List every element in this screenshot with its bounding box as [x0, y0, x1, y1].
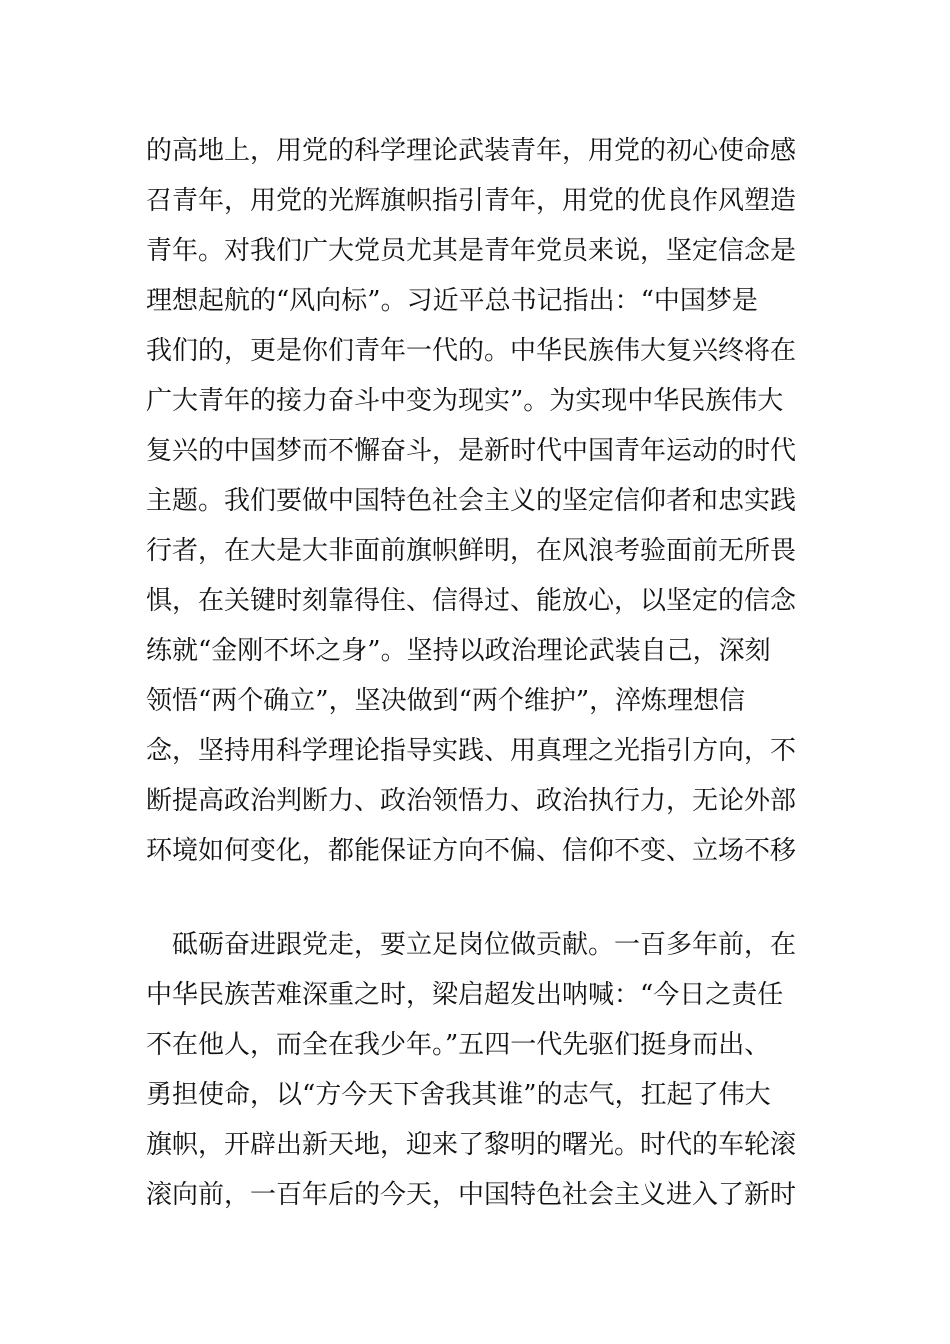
text-line: 主题。我们要做中国特色社会主义的坚定信仰者和忠实践 [146, 486, 797, 516]
text-line: 环境如何变化，都能保证方向不偏、信仰不变、立场不移 [146, 836, 797, 866]
paragraph-1 [146, 126, 816, 876]
text-line: 不在他人，而全在我少年。”五四一代先驱们挺身而出、 [146, 1030, 771, 1060]
text-line: 砥砺奋进跟党走，要立足岗位做贡献。一百多年前，在 [146, 930, 797, 960]
text-line: 旗帜，开辟出新天地，迎来了黎明的曙光。时代的车轮滚 [146, 1130, 797, 1160]
text-line: 惧，在关键时刻靠得住、信得过、能放心，以坚定的信念 [146, 586, 797, 616]
text-line: 理想起航的“风向标”。习近平总书记指出：“中国梦是 [146, 286, 758, 316]
text-line: 勇担使命，以“方今天下舍我其谁”的志气，扛起了伟大 [146, 1080, 771, 1110]
text-line: 青年。对我们广大党员尤其是青年党员来说，坚定信念是 [146, 236, 797, 266]
text-line: 练就“金刚不坏之身”。坚持以政治理论武装自己，深刻 [146, 636, 771, 666]
text-line: 行者，在大是大非面前旗帜鲜明，在风浪考验面前无所畏 [146, 536, 797, 566]
text-line: 滚向前，一百年后的今天，中国特色社会主义进入了新时 [146, 1180, 797, 1210]
text-line: 复兴的中国梦而不懈奋斗，是新时代中国青年运动的时代 [146, 436, 797, 466]
text-line: 召青年，用党的光辉旗帜指引青年，用党的优良作风塑造 [146, 186, 797, 216]
text-line: 的高地上，用党的科学理论武装青年，用党的初心使命感 [146, 136, 797, 166]
text-line: 中华民族苦难深重之时，梁启超发出呐喊：“今日之责任 [146, 980, 784, 1010]
text-line: 念，坚持用科学理论指导实践、用真理之光指引方向，不 [146, 736, 797, 766]
paragraph-2 [146, 920, 816, 1220]
text-line: 领悟“两个确立”，坚决做到“两个维护”，淬炼理想信 [146, 686, 746, 716]
text-line: 广大青年的接力奋斗中变为现实”。为实现中华民族伟大 [146, 386, 784, 416]
text-line: 我们的，更是你们青年一代的。中华民族伟大复兴终将在 [146, 336, 797, 366]
text-line: 断提高政治判断力、政治领悟力、政治执行力，无论外部 [146, 786, 797, 816]
